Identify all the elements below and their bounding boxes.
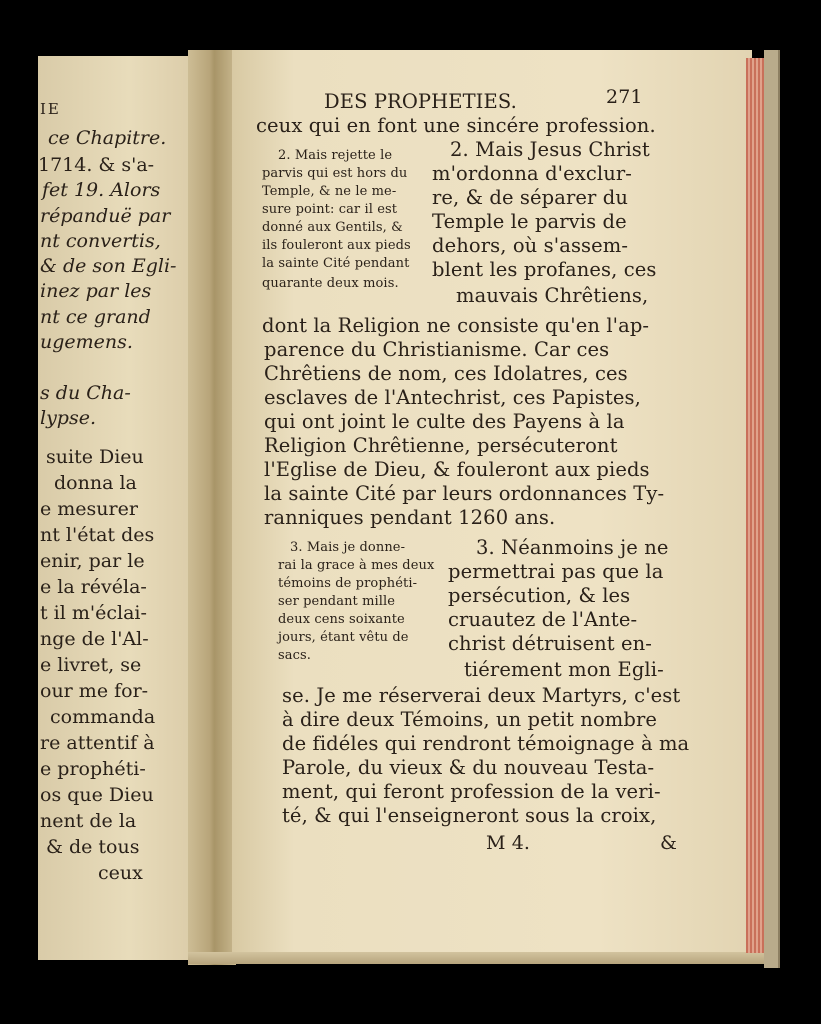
signature-mark: M 4. <box>486 832 531 854</box>
text-line: l'Eglise de Dieu, & fouleront aux pieds <box>264 458 650 481</box>
verse-line: sacs. <box>278 648 312 663</box>
verse-line: 2. Mais rejette le <box>278 148 393 163</box>
text-line: cruautez de l'Ante- <box>448 608 638 631</box>
book-cover-edge <box>764 50 780 968</box>
right-page <box>232 50 752 955</box>
text-line: la sainte Cité par leurs ordonnances Ty- <box>264 482 665 505</box>
text-line: ment, qui feront profession de la veri- <box>282 780 661 803</box>
text-line: persécution, & les <box>448 584 631 607</box>
text-line: té, & qui l'enseigneront sous la croix, <box>282 804 657 827</box>
text-line: enir, par le <box>40 550 145 572</box>
text-line: suite Dieu <box>46 446 144 468</box>
text-line: ranniques pendant 1260 ans. <box>264 506 556 529</box>
text-line: tiérement mon Egli- <box>464 658 664 681</box>
text-line: s du Cha- <box>40 382 131 404</box>
text-line: nent de la <box>40 810 137 832</box>
catchword: & <box>660 832 678 854</box>
text-line: donna la <box>54 472 137 494</box>
text-line: Religion Chrêtienne, persécuteront <box>264 434 618 457</box>
text-line: ceux qui en font une sincére profession. <box>256 114 656 137</box>
text-line: à dire deux Témoins, un petit nombre <box>282 708 658 731</box>
text-line: nt convertis, <box>40 230 161 252</box>
text-line: lypse. <box>40 407 97 429</box>
text-line: 1714. & s'a- <box>38 154 155 176</box>
text-line: fet 19. Alors <box>42 179 161 201</box>
text-line: e prophéti- <box>40 758 146 780</box>
text-line: dont la Religion ne consiste qu'en l'ap- <box>262 314 650 337</box>
text-line: esclaves de l'Antechrist, ces Papistes, <box>264 386 641 409</box>
catchword: ceux <box>98 862 143 884</box>
text-line: se. Je me réserverai deux Martyrs, c'est <box>282 684 681 707</box>
verse-line: quarante deux mois. <box>262 276 399 291</box>
text-line: e mesurer <box>40 498 138 520</box>
text-line: qui ont joint le culte des Payens à la <box>264 410 625 433</box>
text-line: m'ordonna d'exclur- <box>432 162 632 185</box>
text-line: christ détruisent en- <box>448 632 652 655</box>
open-book <box>38 50 778 968</box>
text-line: nge de l'Al- <box>40 628 149 650</box>
text-line: répanduë par <box>40 205 171 227</box>
red-page-edge <box>746 58 766 953</box>
verse-line: jours, étant vêtu de <box>278 630 409 645</box>
verse-line: sure point: car il est <box>262 202 398 217</box>
book-gutter <box>188 50 236 965</box>
text-line: de fidéles qui rendront témoignage à ma <box>282 732 690 755</box>
verse-line: témoins de prophéti- <box>278 576 418 591</box>
text-line: commanda <box>50 706 156 728</box>
verse-line: ils fouleront aux pieds <box>262 238 411 253</box>
text-line: 2. Mais Jesus Christ <box>450 138 650 161</box>
text-line: inez par les <box>40 280 152 302</box>
text-line: Parole, du vieux & du nouveau Testa- <box>282 756 655 779</box>
text-line: permettrai pas que la <box>448 560 664 583</box>
text-line: re, & de séparer du <box>432 186 629 209</box>
page-number: 271 <box>606 86 643 108</box>
text-line: os que Dieu <box>40 784 154 806</box>
running-head: DES PROPHETIES. <box>324 90 517 113</box>
verse-line: donné aux Gentils, & <box>262 220 403 235</box>
text-line: e la révéla- <box>40 576 147 598</box>
text-line: Temple le parvis de <box>432 210 627 233</box>
verse-line: Temple, & ne le me- <box>262 184 397 199</box>
text-line: ugemens. <box>40 331 133 353</box>
text-line: & de tous <box>46 836 140 858</box>
text-line: 3. Néanmoins je ne <box>476 536 669 559</box>
verse-line: la sainte Cité pendant <box>262 256 410 271</box>
verse-line: deux cens soixante <box>278 612 405 627</box>
left-running-head: IE <box>40 100 61 118</box>
text-line: e livret, se <box>40 654 142 676</box>
text-line: blent les profanes, ces <box>432 258 657 281</box>
left-page <box>38 56 190 960</box>
text-line: mauvais Chrêtiens, <box>456 284 649 307</box>
verse-line: ser pendant mille <box>278 594 396 609</box>
text-line: our me for- <box>40 680 149 702</box>
text-line: dehors, où s'assem- <box>432 234 629 257</box>
page-bottom-edge <box>188 952 768 964</box>
text-line: & de son Egli- <box>40 255 177 277</box>
text-line: Chrêtiens de nom, ces Idolatres, ces <box>264 362 628 385</box>
text-line: t il m'éclai- <box>40 602 147 624</box>
text-line: nt ce grand <box>40 306 151 328</box>
text-line: parence du Christianisme. Car ces <box>264 338 610 361</box>
text-line: re attentif à <box>40 732 155 754</box>
text-line: ce Chapitre. <box>48 127 167 149</box>
text-line: nt l'état des <box>40 524 155 546</box>
verse-line: parvis qui est hors du <box>262 166 408 181</box>
verse-line: 3. Mais je donne- <box>290 540 406 555</box>
verse-line: rai la grace à mes deux <box>278 558 435 573</box>
